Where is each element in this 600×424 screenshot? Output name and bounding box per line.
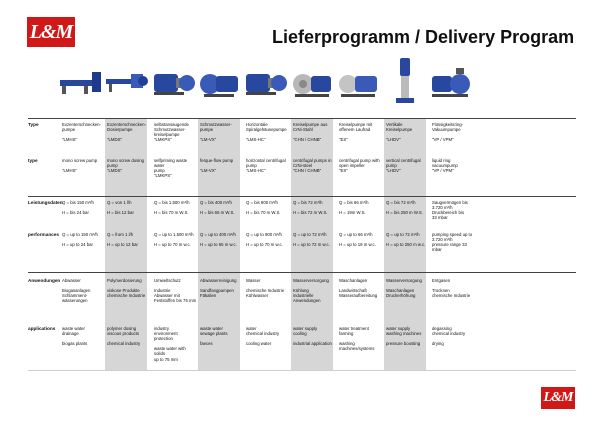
- row-applications-de-label: Anwendungen: [28, 278, 61, 283]
- table-cell: [200, 326, 243, 346]
- cell-line: Wasseraufbereitung: [339, 293, 378, 299]
- cell-line: Abwasser mit: [154, 293, 180, 299]
- cell-line: drying: [432, 341, 444, 347]
- cell-line: "LMKPS": [154, 137, 172, 143]
- cell-line: vacuumpump: [432, 163, 458, 169]
- cell-line: CrNi-Stahl: [293, 127, 313, 133]
- cell-line: Kühlwasser: [246, 293, 269, 299]
- cell-line: Landwirtschaft: [339, 288, 367, 294]
- table-cell: [432, 232, 475, 252]
- row-applications-en-label: applications: [28, 326, 56, 331]
- cell-line: chemical industry: [107, 341, 141, 347]
- table-cell: [246, 278, 289, 298]
- cell-line: Feststoffen bis 75 mm: [154, 298, 197, 304]
- cell-line: waste water with solids: [154, 346, 186, 357]
- table-cell: [62, 232, 105, 247]
- cell-line: Wasser: [246, 278, 261, 283]
- horizontal-centrifugal-pump-icon: [242, 54, 288, 110]
- table-cell: [386, 232, 429, 247]
- cell-line: farming: [339, 331, 354, 337]
- cell-line: Schmutzwasser-: [154, 127, 186, 133]
- cell-line: mbar: [432, 247, 442, 253]
- vertical-centrifugal-pump-icon: [382, 54, 428, 110]
- cell-line: Horizontale: [246, 122, 268, 127]
- cell-line: Q = bis 72 m³/h: [386, 200, 416, 205]
- cell-line: horizontal centrifugal: [246, 158, 286, 163]
- cell-line: waste water: [62, 326, 85, 331]
- table-cell: [293, 232, 336, 247]
- row-performance-en-label: performances: [28, 232, 60, 237]
- cell-line: Q = up to 400 m³/h: [200, 232, 236, 237]
- cell-line: chemische Industrie: [432, 293, 471, 299]
- cell-line: water supply: [293, 326, 318, 331]
- table-cell: [386, 122, 429, 142]
- table-cell: [154, 326, 197, 362]
- cell-line: machines/systems: [339, 346, 375, 352]
- eccentric-screw-pump-icon: [58, 54, 104, 110]
- cell-line: up to 75 mm: [154, 356, 178, 362]
- table-cell: [339, 200, 382, 215]
- table-cell: [339, 278, 382, 298]
- selfpriming-pump-icon: [150, 54, 196, 110]
- cell-line: H = up to 12 bar: [107, 242, 138, 248]
- table-cell: [200, 232, 243, 247]
- cell-line: Druckbereich bis: [432, 210, 465, 216]
- cell-line: Flüssigkeitsring-: [432, 122, 464, 127]
- table-cell: [154, 158, 197, 178]
- cell-line: selbstansaugende: [154, 122, 189, 127]
- separator-top: [28, 118, 576, 119]
- table-cell: [107, 326, 150, 346]
- table-cell: [246, 158, 289, 173]
- table-cell: [154, 232, 197, 247]
- cell-line: H = up to 250 m w.c.: [386, 242, 426, 248]
- table-cell: [432, 122, 475, 142]
- page-title: Lieferprogramm / Delivery Program: [272, 27, 575, 47]
- cell-line: H = 19m W.S.: [339, 210, 366, 216]
- cell-line: H = up to 72 m w.c.: [293, 242, 330, 248]
- cell-line: 3.720 m³/h: [432, 205, 453, 211]
- cell-line: "LMDS": [107, 168, 122, 174]
- cell-line: industrial application: [293, 341, 332, 347]
- table-cell: [339, 326, 382, 351]
- cell-line: cooling: [293, 331, 307, 337]
- table-cell: [246, 232, 289, 247]
- cell-line: Sandfangpumpen: [200, 288, 234, 294]
- cell-line: Q = up to 900 m³/h: [246, 232, 282, 237]
- cell-line: Q = bis 66 m³/h: [339, 200, 369, 205]
- cell-line: Q = from 1 l/h: [107, 232, 134, 237]
- cell-line: Vakuumpumpe: [432, 127, 461, 133]
- footer-logo: L&M: [541, 387, 575, 409]
- cell-line: Q = bis 150 m³/h: [62, 200, 94, 205]
- cell-line: Q = up to 150 m³/h: [62, 232, 98, 237]
- cell-line: 3.720 m³/h: [432, 237, 453, 243]
- cell-line: pump: [386, 163, 397, 169]
- cell-line: H = up to 19 m w.c.: [339, 242, 376, 248]
- table-cell: [293, 158, 336, 173]
- cell-line: pump: [154, 168, 165, 174]
- cell-line: chemische Industrie: [107, 293, 146, 299]
- table-cell: [293, 122, 336, 142]
- dosing-pump-icon: [103, 54, 149, 110]
- table-cell: [62, 278, 105, 303]
- table-cell: [62, 122, 105, 142]
- cell-line: "VP / VPM": [432, 137, 454, 143]
- cell-line: chemical industry: [246, 331, 280, 337]
- cell-line: Abwasserreinigung: [200, 278, 237, 283]
- cell-line: pumpe: [200, 127, 214, 133]
- table-cell: [432, 326, 475, 346]
- cell-line: Q = bis 400 m³/h: [200, 200, 232, 205]
- cell-line: wässerungen: [62, 298, 88, 304]
- cell-line: H = bis 24 bar: [62, 210, 89, 216]
- cell-line: sewage plants: [200, 331, 228, 337]
- cell-line: water supply: [386, 326, 411, 331]
- separator-mid: [28, 196, 576, 197]
- cell-line: waste water: [200, 326, 223, 331]
- cell-line: pumpe: [62, 127, 76, 133]
- cell-line: Schmutzwasser-: [200, 122, 232, 127]
- table-cell: [154, 278, 197, 303]
- table-cell: [246, 122, 289, 142]
- cell-line: Q = up to 66 m³/h: [339, 232, 373, 237]
- cell-line: "LMHS": [62, 137, 77, 143]
- cell-line: mono screw pump: [62, 158, 98, 163]
- cell-line: Polymerdosierung: [107, 278, 142, 283]
- cell-line: "VP / VPM": [432, 168, 454, 174]
- cell-line: biogas plants: [62, 341, 88, 347]
- cell-line: washing machines: [386, 331, 422, 337]
- table-cell: [339, 232, 382, 247]
- table-cell: [386, 326, 429, 346]
- cell-line: Schlamment-: [62, 293, 88, 299]
- table-cell: [200, 200, 243, 215]
- table-cell: [107, 158, 150, 173]
- table-cell: [107, 200, 150, 215]
- cell-line: H = up to 24 bar: [62, 242, 93, 248]
- table-cell: [386, 158, 429, 173]
- table-cell: [386, 200, 429, 215]
- cell-line: Q = up to 72 m³/h: [386, 232, 420, 237]
- cell-line: H = bis 250 m W.S.: [386, 210, 423, 216]
- cell-line: Abwasser: [62, 278, 81, 283]
- cell-line: Q = bis 1.500 m³/h: [154, 200, 190, 205]
- table-cell: [107, 122, 150, 142]
- cell-line: H = bis 70 m W.S.: [154, 210, 189, 216]
- cell-line: "CHN / CHNB": [293, 168, 322, 174]
- cell-line: selfpriming waste water: [154, 158, 188, 169]
- cell-line: Saugvermögen bis: [432, 200, 468, 205]
- cell-line: Industrie: [154, 288, 171, 294]
- cell-line: "LMS-HC": [246, 168, 266, 174]
- cell-line: Q = bis 900 m³/h: [246, 200, 278, 205]
- table-cell: [339, 158, 382, 173]
- cell-line: Entgasen: [432, 278, 451, 283]
- cell-line: Kreiselpumpe: [386, 127, 413, 133]
- cell-line: Druckerhöhung: [386, 293, 416, 299]
- table-cell: [62, 158, 105, 173]
- cell-line: pressure boosting: [386, 341, 421, 347]
- cell-line: kreiselpumpe: [154, 132, 180, 138]
- table-cell: [246, 200, 289, 215]
- table-cell: [107, 278, 150, 298]
- table-cell: [432, 158, 475, 173]
- cell-line: Q = bis 72 m³/h: [293, 200, 323, 205]
- cell-line: Q = von 1 l/h: [107, 200, 132, 205]
- cell-line: H = bis 65 m W.S.: [200, 210, 235, 216]
- cell-line: pressure range 33: [432, 242, 467, 248]
- cell-line: pumping speed up to: [432, 232, 473, 237]
- cell-line: H = up to 70 m w.c.: [246, 242, 283, 248]
- table-cell: [386, 278, 429, 298]
- table-cell: [293, 278, 336, 303]
- cell-line: 33 mbar: [432, 215, 448, 221]
- cell-line: Umweltschutz: [154, 278, 181, 283]
- table-cell: [62, 200, 105, 215]
- cell-line: Anwendungen: [293, 298, 321, 304]
- cell-line: industry: [154, 326, 170, 331]
- cell-line: industrielle: [293, 293, 314, 299]
- cell-line: "ES": [339, 137, 348, 143]
- crni-steel-pump-icon: [289, 54, 335, 110]
- cell-line: viscous products: [107, 331, 140, 337]
- cell-line: "ES": [339, 168, 348, 174]
- cell-line: centrifugal pumps in: [293, 158, 332, 163]
- table-cell: [200, 122, 243, 142]
- cell-line: Exzenterschnecken-: [107, 122, 146, 127]
- cell-line: ferque-flow pump: [200, 158, 234, 163]
- cell-line: CrNi-steel: [293, 163, 313, 169]
- cell-line: Vertikale: [386, 122, 403, 127]
- cell-line: mono screw dosing: [107, 158, 145, 163]
- table-cell: [432, 278, 475, 298]
- table-cell: [339, 122, 382, 142]
- cell-line: viskose Produkte: [107, 288, 140, 294]
- cell-line: offenem Laufrad: [339, 127, 371, 133]
- cell-line: "LM-VX": [200, 137, 217, 143]
- table-cell: [246, 326, 289, 346]
- cell-line: Q = up to 1.500 m³/h: [154, 232, 194, 237]
- cell-line: liquid ring: [432, 158, 451, 163]
- cell-line: Exzenterschnecken-: [62, 122, 101, 127]
- cell-line: H = bis 70 m W.S.: [246, 210, 281, 216]
- cell-line: Spiralgehäusepumpe: [246, 127, 287, 133]
- separator-bottom: [28, 370, 576, 371]
- cell-line: degassing: [432, 326, 452, 331]
- cell-line: polymer dosing: [107, 326, 137, 331]
- table-cell: [293, 200, 336, 215]
- cell-line: Wasserversorgung: [293, 278, 329, 283]
- cell-line: water: [246, 326, 257, 331]
- brand-logo: L&M: [27, 17, 75, 47]
- liquid-ring-vacuum-pump-icon: [428, 54, 474, 110]
- cell-line: cooling water: [246, 341, 272, 347]
- separator-lower: [28, 272, 576, 273]
- cell-line: Wasserversorgung: [386, 278, 422, 283]
- table-cell: [62, 326, 105, 346]
- cell-line: chemische Industrie: [246, 288, 285, 294]
- ferque-flow-pump-icon: [196, 54, 242, 110]
- cell-line: environment protection: [154, 331, 178, 342]
- cell-line: H = bis 72 m W.S.: [293, 210, 328, 216]
- cell-line: Dosierpumpe: [107, 127, 133, 133]
- cell-line: Kühlung: [293, 288, 309, 294]
- cell-line: Fäkalien: [200, 293, 217, 299]
- cell-line: centrifugal pump with: [339, 158, 380, 163]
- cell-line: Trocknen: [432, 288, 450, 294]
- cell-line: "LMDS": [107, 137, 122, 143]
- cell-line: Kreiselpumpe mit: [339, 122, 373, 127]
- cell-line: "CHN / CHNB": [293, 137, 322, 143]
- cell-line: washing: [339, 341, 355, 347]
- row-performance-de-label: Leistungsdaten: [28, 200, 63, 205]
- table-cell: [293, 326, 336, 346]
- table-cell: [107, 232, 150, 247]
- cell-line: Waschanlagen: [386, 288, 415, 294]
- cell-line: "LHDV": [386, 137, 401, 143]
- table-cell: [200, 278, 243, 298]
- table-cell: [200, 158, 243, 173]
- cell-line: open impeller: [339, 163, 365, 169]
- cell-line: water treatment: [339, 326, 369, 331]
- table-cell: [154, 200, 197, 215]
- cell-line: pump: [246, 163, 257, 169]
- row-type-de-label: Type: [28, 122, 39, 127]
- cell-line: "LMS-HC": [246, 137, 266, 143]
- cell-line: Biogasanlagen: [62, 288, 91, 294]
- cell-line: "LHDV": [386, 168, 401, 174]
- cell-line: faeces: [200, 341, 213, 347]
- cell-line: "LMHS": [62, 168, 77, 174]
- table-cell: [432, 200, 475, 220]
- cell-line: Waschanlagen: [339, 278, 368, 283]
- row-type-en-label: type: [28, 158, 38, 163]
- cell-line: chemical industry: [432, 331, 466, 337]
- table-cell: [154, 122, 197, 142]
- cell-line: Kreiselpumpe aus: [293, 122, 328, 127]
- cell-line: H = bis 12 bar: [107, 210, 134, 216]
- cell-line: H = up to 70 m w.c.: [154, 242, 191, 248]
- open-impeller-pump-icon: [335, 54, 381, 110]
- cell-line: vertical centrifugal: [386, 158, 421, 163]
- cell-line: drainage: [62, 331, 79, 337]
- cell-line: pump: [107, 163, 118, 169]
- cell-line: Q = up to 72 m³/h: [293, 232, 327, 237]
- cell-line: H = up to 65 m w.c.: [200, 242, 237, 248]
- cell-line: "LMKPS": [154, 173, 172, 179]
- cell-line: "LM-VX": [200, 168, 217, 174]
